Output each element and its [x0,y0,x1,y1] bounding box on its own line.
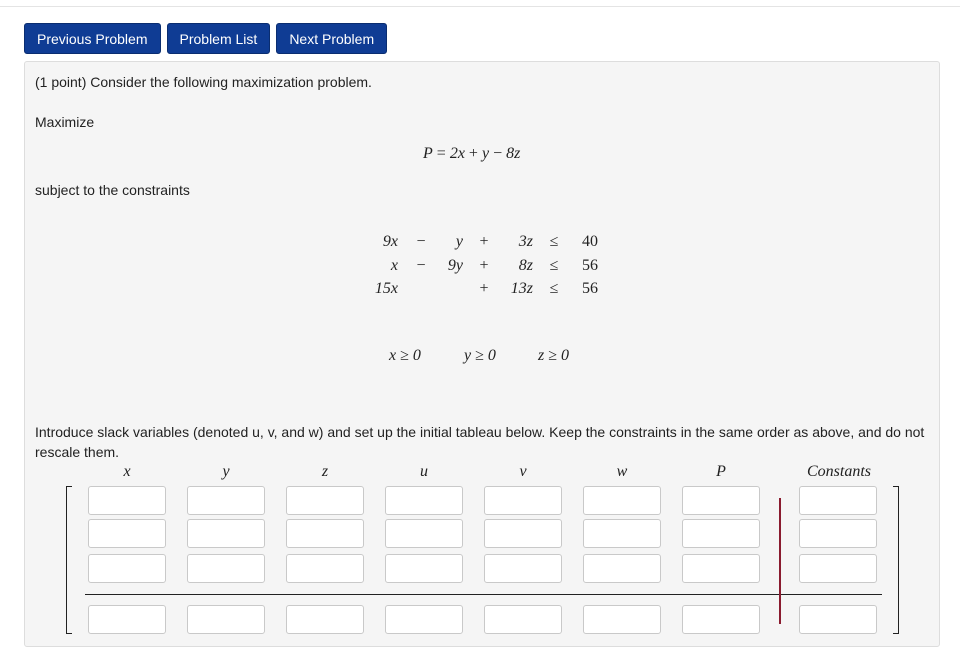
tableau-input-r2-y[interactable] [187,519,265,548]
problem-panel [24,61,940,647]
column-header-v: v [519,463,527,480]
tableau-input-r2-x[interactable] [88,519,166,548]
tableau-input-r2-p[interactable] [682,519,760,548]
constraint-rhs: 56 [582,280,598,297]
constraints-label: subject to the constraints [35,182,190,198]
column-header-y: y [222,463,230,480]
constraint-term: 8z [518,257,533,274]
tableau-input-r1-z[interactable] [286,486,364,515]
tableau-input-r4-p[interactable] [682,605,760,634]
tableau-input-r4-u[interactable] [385,605,463,634]
constraint-operator: + [479,233,489,250]
objective-row-separator [85,594,882,595]
constraint-operator: − [416,233,426,250]
objective-term: 2x [449,145,465,162]
objective-operator: − [493,145,503,162]
tableau-input-r4-x[interactable] [88,605,166,634]
constraint-term: x [390,257,398,274]
nonnegativity-x: x ≥ 0 [389,347,421,364]
constraint-operator: + [479,257,489,274]
tableau-input-r2-w[interactable] [583,519,661,548]
tableau-input-r3-z[interactable] [286,554,364,583]
constraint-inequality: ≤ [549,257,559,274]
column-header-u: u [420,463,428,480]
next-problem-button[interactable]: Next Problem [276,23,387,54]
objective-equals: = [436,145,446,162]
maximize-label: Maximize [35,114,95,130]
nonnegativity-y: y ≥ 0 [464,347,496,364]
tableau-input-r1-y[interactable] [187,486,265,515]
problem-intro: (1 point) Consider the following maximization problem. [35,74,372,90]
tableau-input-r2-constants[interactable] [799,519,877,548]
previous-problem-button[interactable]: Previous Problem [24,23,161,54]
tableau-input-r4-y[interactable] [187,605,265,634]
constraint-operator: − [416,257,426,274]
constraint-term: 9x [382,233,398,250]
column-header-z: z [321,463,329,480]
constraint-term: 13z [510,280,533,297]
tableau-input-r1-w[interactable] [583,486,661,515]
tableau-input-r1-u[interactable] [385,486,463,515]
constraint-term: 9y [447,257,463,274]
constraint-term: y [455,233,463,250]
tableau-input-r3-y[interactable] [187,554,265,583]
column-header-constants: Constants [806,463,871,480]
tableau-input-r4-z[interactable] [286,605,364,634]
problem-navigation [24,23,387,54]
tableau-input-r1-v[interactable] [484,486,562,515]
tableau-input-r2-z[interactable] [286,519,364,548]
nonnegativity-z: z ≥ 0 [538,347,570,364]
constraint-inequality: ≤ [549,280,559,297]
objective-operator: + [468,145,478,162]
constants-column-separator [779,498,781,624]
tableau-input-r4-constants[interactable] [799,605,877,634]
tableau-input-r1-p[interactable] [682,486,760,515]
tableau-input-r2-v[interactable] [484,519,562,548]
constraint-inequality: ≤ [549,233,559,250]
tableau-input-r1-constants[interactable] [799,486,877,515]
left-matrix-bracket [66,486,72,634]
tableau-input-r3-constants[interactable] [799,554,877,583]
tableau-input-r2-u[interactable] [385,519,463,548]
column-header-p: P [716,463,726,480]
objective-function [423,145,520,163]
tableau-input-r1-x[interactable] [88,486,166,515]
constraint-rhs: 56 [582,257,598,274]
constraint-term: 3z [518,233,533,250]
right-matrix-bracket [893,486,899,634]
tableau-input-r3-u[interactable] [385,554,463,583]
tableau-input-r4-v[interactable] [484,605,562,634]
tableau-input-r3-p[interactable] [682,554,760,583]
objective-term: 8z [506,145,521,162]
constraint-rhs: 40 [582,233,598,250]
tableau-input-r3-w[interactable] [583,554,661,583]
column-header-x: x [123,463,131,480]
tableau-input-r3-v[interactable] [484,554,562,583]
objective-term: y [481,145,490,162]
objective-lhs: P [423,145,433,162]
constraint-operator: + [479,280,489,297]
column-header-w: w [616,463,628,480]
constraint-term: 15x [374,280,398,297]
tableau-input-r4-w[interactable] [583,605,661,634]
problem-list-button[interactable]: Problem List [167,23,271,54]
tableau-input-r3-x[interactable] [88,554,166,583]
tableau-instructions: Introduce slack variables (denoted u, v, and w) and set up the initial tableau below. Keep the constraints in the same order as above, and do not rescale them. [35,424,925,460]
top-divider [0,6,960,7]
